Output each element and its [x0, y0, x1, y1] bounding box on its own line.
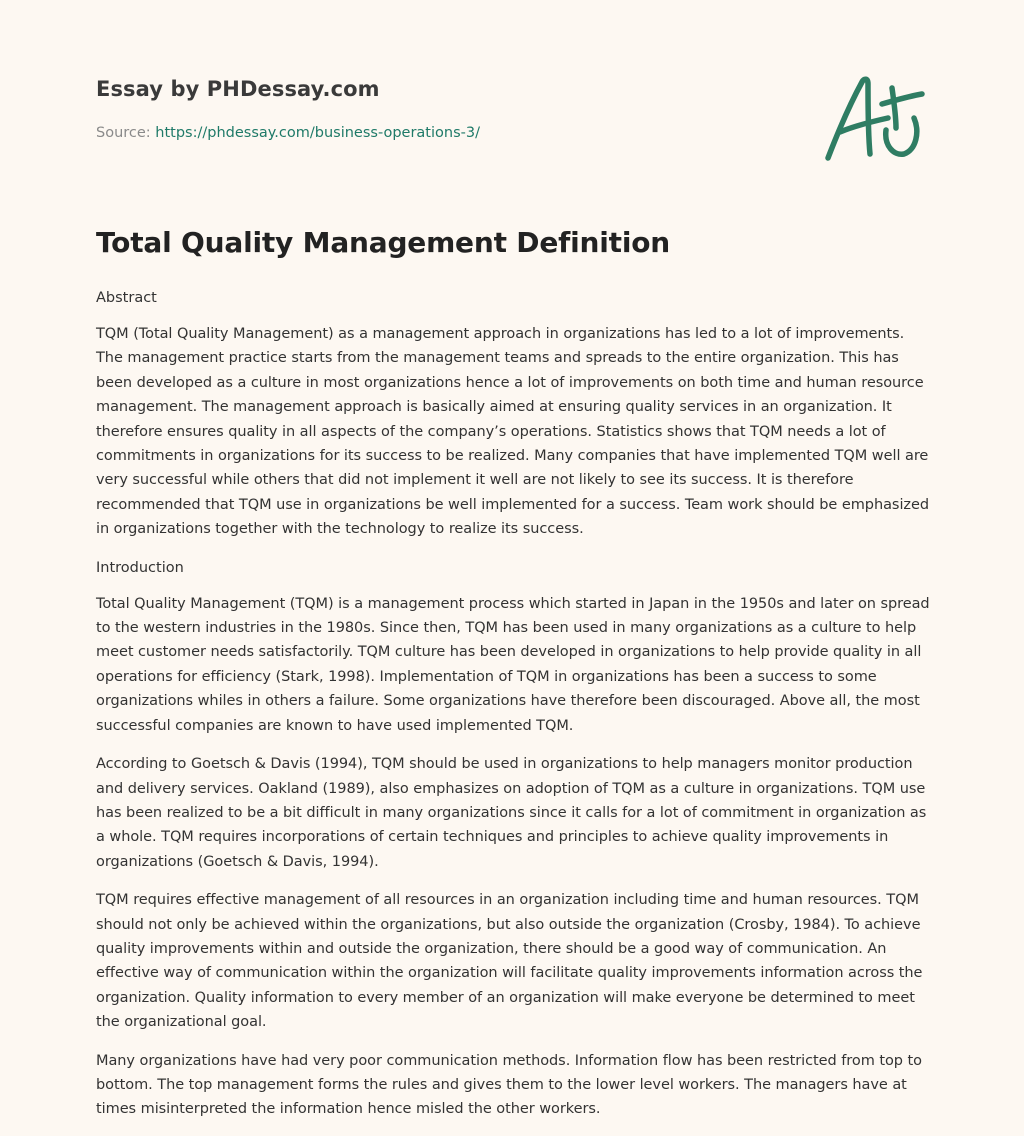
- section-heading-abstract: Abstract: [96, 290, 157, 306]
- page-title: Total Quality Management Definition: [96, 226, 671, 259]
- source-label: Source:: [96, 125, 156, 141]
- site-brand: Essay by PHDessay.com: [96, 77, 380, 101]
- article-body: [96, 286, 932, 1136]
- a-plus-grade-icon: [818, 66, 928, 166]
- paragraph-abstract: TQM (Total Quality Management) as a management approach in organizations has led to a lot of improvements. The management practice starts from the management teams and spreads to the entire organization. This has been developed as a culture in most organizations hence a lot of improvements on both time and human resource management. The management approach is basically aimed at ensuring quality services in an organization. It therefore ensures quality in all aspects of the company’s operations. Statistics shows that TQM needs a lot of commitments in organizations for its success to be realized. Many companies that have implemented TQM well are very successful while others that did not implement it well are not likely to see its success. It is therefore recommended that TQM use in organizations be well implemented for a success. Team work should be emphasized in organizations together with the technology to realize its success.: [96, 326, 930, 538]
- paragraph-intro-2: According to Goetsch & Davis (1994), TQM should be used in organizations to help managers monitor production and delivery services. Oakland (1989), also emphasizes on adoption of TQM as a culture in organizations. TQM use has been realized to be a bit difficult in many organizations since it calls for a lot of commitment in organization as a whole. TQM requires incorporations of certain techniques and principles to achieve quality improvements in organizations (Goetsch & Davis, 1994).: [96, 756, 927, 870]
- source-link[interactable]: https://phdessay.com/business-operations-3/: [155, 125, 480, 141]
- paragraph-intro-3: TQM requires effective management of all resources in an organization including time and human resources. TQM should not only be achieved within the organizations, but also outside the organization (Crosby, 1984). To achieve quality improvements within and outside the organization, there should be a good way of communication. An effective way of communication within the organization will facilitate quality improvements information across the organization. Quality information to every member of an organization will make everyone be determined to meet the organizational goal.: [96, 892, 923, 1031]
- paragraph-intro-1: Total Quality Management (TQM) is a management process which started in Japan in the 1950s and later on spread to the western industries in the 1980s. Since then, TQM has been used in many organizations as a culture to help meet customer needs satisfactorily. TQM culture has been developed in organizations to help provide quality in all operations for efficiency (Stark, 1998). Implementation of TQM in organizations has been a success to some organizations whiles in others a failure. Some organizations have therefore been discouraged. Above all, the most successful companies are known to have used implemented TQM.: [96, 595, 930, 734]
- section-heading-introduction: Introduction: [96, 559, 184, 576]
- paragraph-intro-4: Many organizations have had very poor communication methods. Information flow has been restricted from top to bottom. The top management forms the rules and gives them to the lower level workers. The managers have at times misinterpreted the information hence misled the other workers.: [96, 1052, 922, 1118]
- source-line: [96, 125, 480, 141]
